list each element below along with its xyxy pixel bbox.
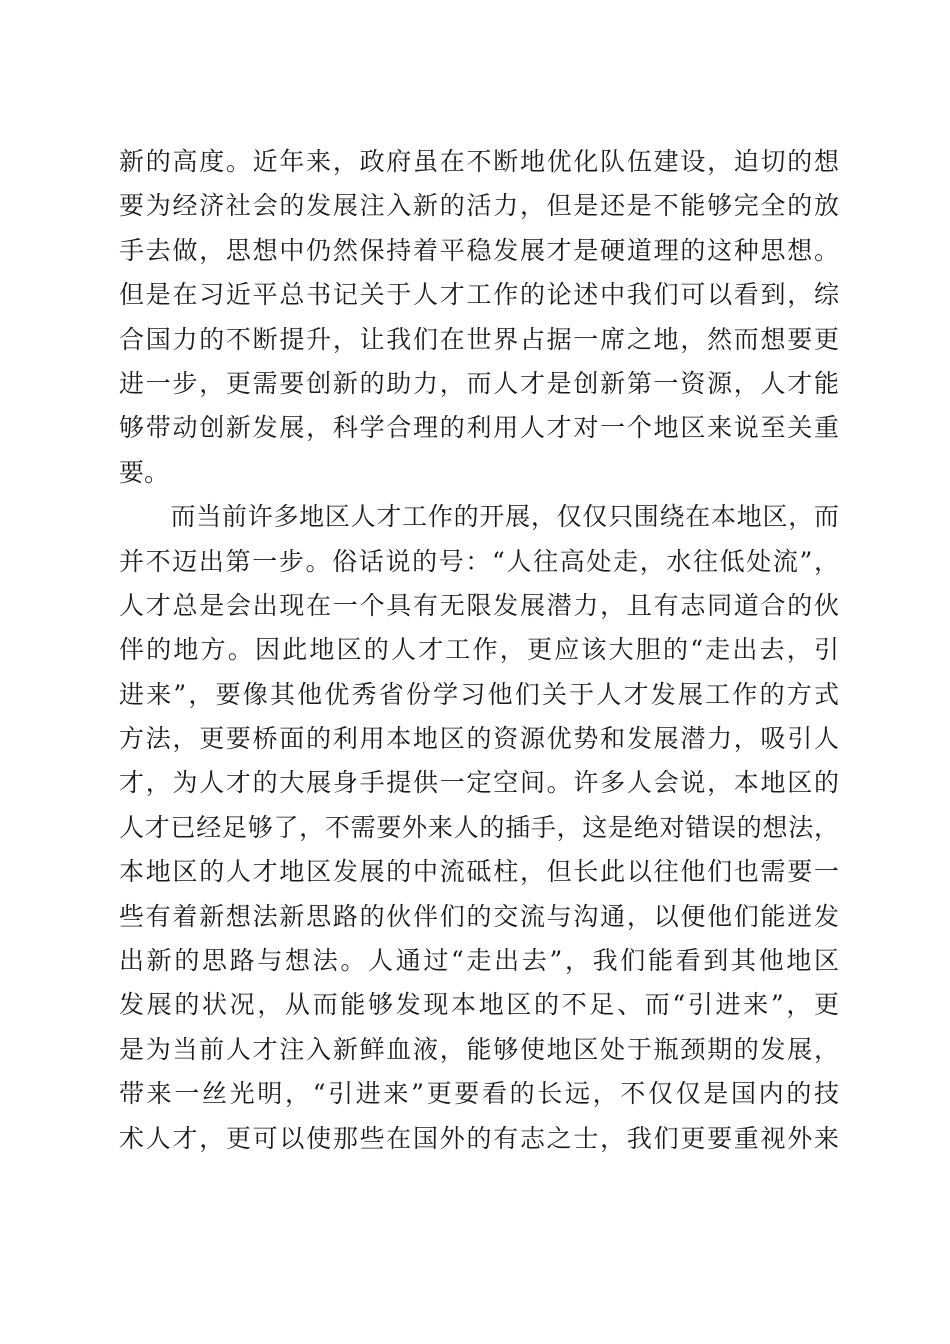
- text-line: 发展的状况，从而能够发现本地区的不足、而“引进来”，更: [119, 990, 839, 1020]
- text-line: 并不迈出第一步。俗话说的号：“人往高处走，水往低处流”，: [119, 546, 839, 576]
- text-line: 才，为人才的大展身手提供一定空间。许多人会说，本地区的: [119, 768, 839, 798]
- text-line: 出新的思路与想法。人通过“走出去”，我们能看到其他地区: [119, 946, 839, 976]
- text-line: 进来”，要像其他优秀省份学习他们关于人才发展工作的方式: [119, 679, 839, 709]
- text-line: 些有着新想法新思路的伙伴们的交流与沟通，以便他们能迸发: [119, 901, 839, 931]
- text-line: 进一步，更需要创新的助力，而人才是创新第一资源，人才能: [119, 368, 839, 398]
- text-line: 方法，更要桥面的利用本地区的资源优势和发展潜力，吸引人: [119, 724, 839, 754]
- text-line: 新的高度。近年来，政府虽在不断地优化队伍建设，迫切的想: [119, 147, 839, 176]
- text-line: 是为当前人才注入新鲜血液，能够使地区处于瓶颈期的发展，: [119, 1034, 839, 1064]
- text-line: 人才总是会出现在一个具有无限发展潜力，且有志同道合的伙: [119, 590, 839, 620]
- text-line: 但是在习近平总书记关于人才工作的论述中我们可以看到，综: [119, 280, 839, 310]
- text-line: 而当前许多地区人才工作的开展，仅仅只围绕在本地区，而: [119, 502, 839, 532]
- text-line: 够带动创新发展，科学合理的利用人才对一个地区来说至关重: [119, 413, 839, 443]
- document-body: [119, 140, 839, 1161]
- text-line: 要。: [119, 457, 170, 487]
- text-line: 术人才，更可以使那些在国外的有志之士，我们更要重视外来: [119, 1123, 839, 1153]
- text-line: 带来一丝光明，“引进来”更要看的长远，不仅仅是国内的技: [119, 1079, 839, 1109]
- text-line: 要为经济社会的发展注入新的活力，但是还是不能够完全的放: [119, 191, 839, 221]
- text-line: 手去做，思想中仍然保持着平稳发展才是硬道理的这种思想。: [119, 235, 839, 265]
- text-line: 人才已经足够了，不需要外来人的插手，这是绝对错误的想法，: [119, 812, 839, 842]
- text-line: 本地区的人才地区发展的中流砥柱，但长此以往他们也需要一: [119, 857, 839, 887]
- text-line: 合国力的不断提升，让我们在世界占据一席之地，然而想要更: [119, 324, 839, 354]
- text-line: 伴的地方。因此地区的人才工作，更应该大胆的“走出去，引: [119, 635, 839, 665]
